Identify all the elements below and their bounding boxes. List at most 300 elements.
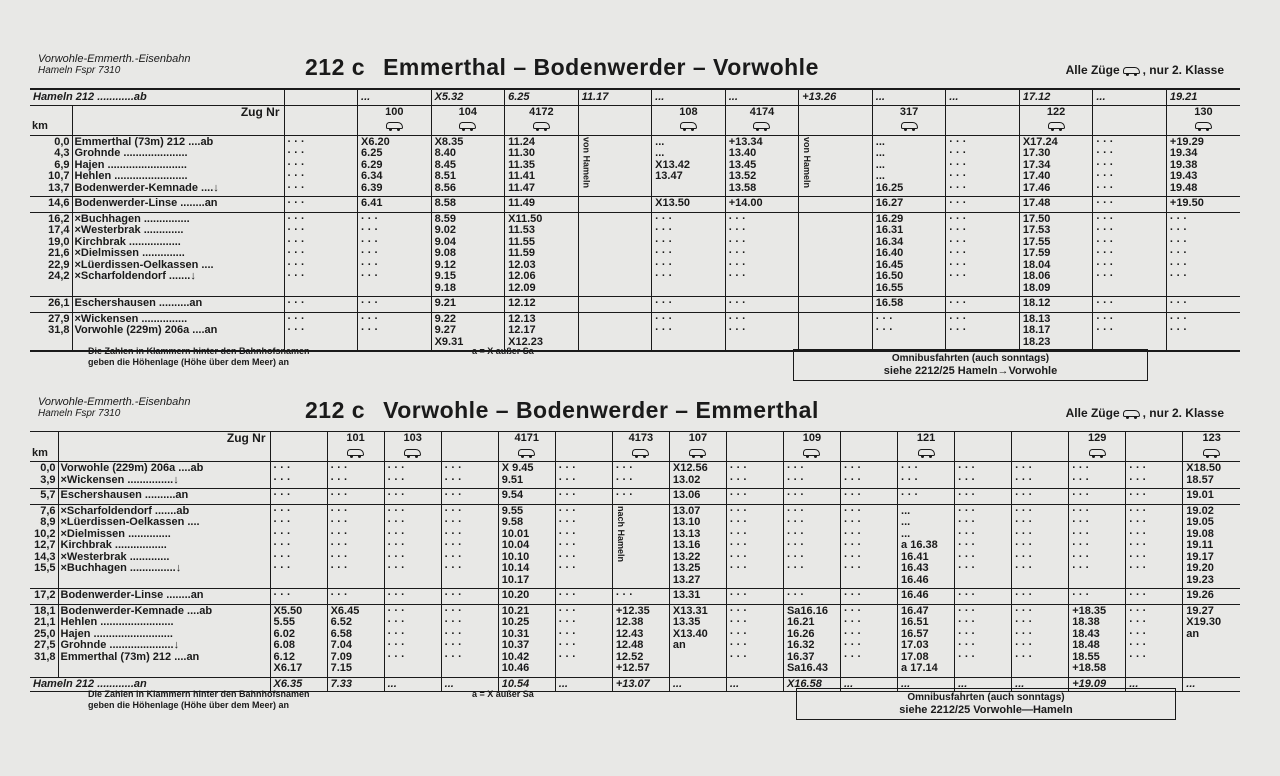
cell-line: · · ·	[1096, 158, 1114, 171]
train-number-text: 129	[1088, 432, 1107, 444]
cell-line: · · ·	[1015, 462, 1033, 474]
feeder-time: ...	[652, 89, 726, 105]
train-number-text: 121	[916, 432, 936, 444]
cell-line: · · ·	[949, 158, 967, 171]
feeder-time: 7.33	[327, 677, 384, 692]
cell-line	[582, 314, 652, 326]
cell-line: 7.15	[330, 662, 352, 674]
cell-line: 17,4	[48, 224, 70, 236]
cell-line: ...	[875, 135, 885, 148]
cell-line: · · ·	[1072, 462, 1090, 474]
time-cell	[841, 589, 898, 605]
cell-line: 10.17	[501, 573, 530, 586]
cell-line: · · ·	[1096, 147, 1114, 159]
cell-line: · · ·	[1015, 473, 1033, 486]
cell-line: · · ·	[728, 312, 746, 325]
cell-line: X12.23	[508, 335, 543, 348]
cell-line: ...	[655, 147, 665, 159]
cell-line: · · ·	[958, 650, 976, 663]
feeder-time: +13.07	[612, 677, 669, 692]
time-cell	[726, 462, 783, 489]
bus-icon	[404, 449, 421, 456]
timetable-header	[30, 54, 1240, 88]
train-number-text: 103	[403, 432, 422, 444]
cell-line: 16.55	[875, 281, 904, 294]
time-cell	[652, 312, 726, 351]
time-cell	[799, 212, 873, 297]
cell-line: 16.27	[875, 197, 904, 209]
time-cell	[1166, 135, 1240, 197]
time-cell	[1183, 489, 1240, 505]
time-cell	[946, 312, 1020, 351]
cell-line: · · ·	[361, 212, 379, 225]
feeder-time: 19.21	[1166, 89, 1240, 105]
cell-line: +18.35	[1072, 604, 1107, 617]
km-column	[30, 135, 72, 197]
km-column	[30, 312, 72, 351]
train-number	[358, 105, 432, 135]
station-block	[30, 297, 1240, 313]
cell-line: · · ·	[387, 550, 405, 563]
feeder-time: 10.54	[498, 677, 555, 692]
cell-line: an	[672, 639, 686, 651]
time-cell	[498, 489, 555, 505]
cell-line: Emmerthal (73m) 212 ....an	[60, 650, 200, 663]
cell-line: 13.35	[672, 616, 701, 628]
cell-line: · · ·	[558, 550, 576, 563]
time-cell	[555, 489, 612, 505]
cell-line: · · ·	[361, 235, 379, 248]
cell-line: 16.26	[786, 627, 815, 640]
cell-line: · · ·	[1096, 181, 1114, 194]
cell-line: 11.24	[508, 135, 536, 148]
cell-line: · · ·	[949, 270, 967, 282]
cell-line: · · ·	[655, 224, 673, 236]
bus-icon	[533, 122, 550, 129]
cell-line: X13.31	[672, 604, 708, 617]
train-number-text: 4173	[628, 432, 654, 444]
cell-line: · · ·	[287, 270, 305, 282]
cell-line: · · ·	[287, 147, 305, 159]
time-cell	[270, 462, 327, 489]
cell-line: +13.34	[728, 135, 763, 148]
feeder-time: ...	[1012, 677, 1069, 692]
cell-line: · · ·	[875, 312, 893, 325]
time-cell	[1183, 589, 1240, 605]
feeder-time: ...	[384, 677, 441, 692]
cell-line: · · ·	[729, 616, 748, 628]
cell-line: · · ·	[786, 516, 805, 528]
cell-line: · · ·	[387, 589, 405, 601]
cell-line: +18.58	[1072, 662, 1107, 674]
cell-line: · · ·	[655, 247, 673, 259]
cell-line: · · ·	[1129, 473, 1147, 486]
train-number	[725, 105, 799, 135]
cell-line: · · ·	[949, 135, 967, 148]
cell-line: +12.57	[615, 662, 650, 674]
cell-line: 6.34	[361, 170, 383, 182]
cell-line: 16.51	[901, 616, 929, 628]
cell-line: · · ·	[444, 527, 462, 540]
cell-line: · · ·	[558, 527, 576, 540]
cell-line: 19.17	[1186, 550, 1214, 563]
class-note-post: , nur 2. Klasse	[1142, 406, 1224, 420]
cell-line: 21,1	[34, 616, 56, 628]
station-column	[58, 604, 270, 677]
cell-line: ×Scharfoldendorf .......↓	[74, 270, 196, 282]
km-column	[30, 504, 58, 589]
cell-line: · · ·	[729, 527, 748, 540]
cell-line: 18.06	[1022, 270, 1051, 282]
cell-line: X8.35	[434, 135, 464, 148]
cell-line: 13.07	[672, 504, 701, 517]
cell-line: 9.27	[434, 324, 456, 336]
feeder-time: ...	[946, 89, 1020, 105]
cell-line: 17,2	[34, 589, 56, 601]
time-cell	[327, 604, 384, 677]
feeder-time: ...	[841, 677, 898, 692]
cell-line: X19.30	[1186, 616, 1222, 628]
railway-phone: Hameln Fspr 7310	[38, 65, 121, 76]
cell-line: 13.13	[672, 527, 701, 540]
station-block	[30, 197, 1240, 213]
cell-line: · · ·	[1129, 562, 1147, 574]
cell-line: · · ·	[901, 489, 919, 501]
cell-line: 9.08	[434, 247, 456, 259]
cell-line: · · ·	[1129, 462, 1147, 474]
cell-line: · · ·	[844, 650, 862, 663]
time-cell	[358, 197, 432, 213]
cell-line: · · ·	[949, 235, 967, 248]
cell-line: ×Buchhagen ...............	[74, 212, 190, 225]
cell-line: · · ·	[1129, 604, 1147, 617]
cell-line: · · ·	[786, 527, 805, 540]
cell-line: · · ·	[655, 270, 673, 282]
cell-line: · · ·	[444, 604, 462, 617]
cell-line: · · ·	[958, 527, 976, 540]
feeder-time: ...	[555, 677, 612, 692]
cell-line: · · ·	[655, 258, 673, 271]
feeder-time: ...	[441, 677, 498, 692]
time-cell	[1069, 604, 1126, 677]
cell-line: +19.50	[1169, 197, 1204, 209]
cell-line: 6,9	[54, 158, 70, 171]
km-column	[30, 489, 58, 505]
cell-line: X13.42	[655, 158, 691, 171]
time-cell	[327, 489, 384, 505]
cell-line: · · ·	[786, 539, 805, 551]
cell-line: 0,0	[40, 462, 56, 474]
cell-line	[655, 183, 725, 195]
cell-line: 11.35	[508, 158, 536, 171]
cell-line: 9.54	[501, 489, 524, 501]
time-cell	[431, 212, 505, 297]
cell-line: 12.09	[508, 281, 536, 294]
time-cell	[578, 135, 652, 197]
timetable-bottom	[30, 396, 1240, 716]
time-cell	[1183, 504, 1240, 589]
train-number	[1019, 105, 1093, 135]
via-note: von Hameln	[581, 136, 592, 188]
cell-line: 13.52	[728, 170, 757, 182]
time-cell	[358, 212, 432, 297]
cell-line: · · ·	[558, 516, 576, 528]
cell-line: +12.35	[615, 604, 650, 617]
cell-line: · · ·	[949, 147, 967, 159]
cell-line: · · ·	[330, 539, 348, 551]
cell-line: · · ·	[330, 516, 348, 528]
time-cell	[1166, 312, 1240, 351]
cell-line: · · ·	[387, 527, 405, 540]
cell-line: · · ·	[287, 170, 305, 182]
altitude-note	[88, 689, 310, 711]
timetable-header	[30, 397, 1240, 431]
time-cell	[441, 504, 498, 589]
station-column	[58, 504, 270, 589]
cell-line: · · ·	[728, 258, 746, 271]
time-cell	[358, 135, 432, 197]
cell-line: X13.50	[655, 197, 691, 209]
cell-line: ×Dielmissen ..............	[60, 527, 171, 540]
time-cell	[1019, 212, 1093, 297]
railway-title: Vorwohle-Emmerth.-Eisenbahn	[38, 53, 191, 65]
cell-line: 11.30	[508, 147, 536, 159]
time-cell	[284, 297, 358, 313]
via-note: von Hameln	[802, 136, 813, 188]
cell-line: 18.23	[1022, 335, 1051, 348]
time-cell	[799, 197, 873, 213]
bus-info-box	[793, 349, 1148, 381]
cell-line: · · ·	[615, 473, 633, 486]
cell-line: · · ·	[444, 462, 462, 474]
cell-line: · · ·	[844, 627, 862, 640]
cell-line: · · ·	[615, 489, 633, 501]
train-number-text: 108	[679, 105, 698, 118]
cell-line: · · ·	[1072, 489, 1090, 501]
time-cell	[946, 297, 1020, 313]
time-cell	[1012, 504, 1069, 589]
cell-line: · · ·	[1169, 312, 1187, 325]
cell-line: · · ·	[958, 550, 976, 563]
station-block	[30, 489, 1240, 505]
bus-icon	[680, 122, 697, 129]
note-line: geben die Höhenlage (Höhe über dem Meer) an	[88, 357, 290, 367]
station-block	[30, 212, 1240, 297]
class-note	[1066, 406, 1224, 420]
cell-line: · · ·	[387, 639, 405, 651]
time-cell	[327, 589, 384, 605]
cell-line: 10,7	[48, 170, 70, 182]
time-cell	[783, 604, 840, 677]
cell-line: · · ·	[729, 589, 748, 601]
cell-line	[582, 214, 652, 226]
cell-line: 17.34	[1022, 158, 1051, 171]
cell-line: · · ·	[1015, 527, 1033, 540]
train-number	[652, 105, 726, 135]
cell-line: · · ·	[949, 224, 967, 236]
bus-icon	[1195, 122, 1212, 129]
cell-line: · · ·	[728, 270, 746, 282]
railway-name	[38, 397, 190, 419]
cell-line: Eschershausen ..........an	[74, 297, 203, 309]
cell-line: · · ·	[958, 516, 976, 528]
cell-line: · · ·	[1129, 589, 1147, 601]
altitude-note	[88, 346, 310, 368]
time-cell	[946, 212, 1020, 297]
cell-line: 12.52	[615, 650, 644, 663]
time-cell	[578, 212, 652, 297]
cell-line: a 17.14	[901, 662, 938, 674]
km-header: km	[30, 105, 72, 135]
timetable-top	[30, 53, 1240, 377]
cell-line: 26,1	[48, 297, 70, 309]
train-number-text: 101	[346, 432, 365, 444]
cell-line: 19.34	[1169, 147, 1198, 159]
bus-icon	[1123, 67, 1140, 74]
cell-line: 16.21	[786, 616, 815, 628]
time-cell	[872, 135, 946, 197]
cell-line: 19.11	[1186, 539, 1214, 551]
train-number-row	[30, 432, 1240, 462]
time-cell	[898, 604, 955, 677]
cell-line: · · ·	[387, 462, 405, 474]
cell-line: · · ·	[1169, 297, 1187, 309]
cell-line: · · ·	[1015, 550, 1033, 563]
cell-line: · · ·	[1015, 616, 1033, 628]
station-column	[58, 489, 270, 505]
timetable-number: 212 c	[305, 397, 366, 423]
cell-line: · · ·	[387, 650, 405, 663]
cell-line: X13.40	[672, 627, 708, 640]
cell-line	[802, 214, 872, 226]
cell-line: 19.38	[1169, 158, 1198, 171]
cell-line: 10.25	[501, 616, 530, 628]
cell-line: 9.02	[434, 224, 456, 236]
time-cell	[725, 297, 799, 313]
cell-line: Eschershausen ..........an	[60, 489, 189, 501]
cell-line: · · ·	[273, 550, 291, 563]
cell-line: · · ·	[1072, 527, 1090, 540]
train-number	[898, 432, 955, 462]
cell-line: 12.17	[508, 324, 536, 336]
km-column	[30, 462, 58, 489]
railway-title: Vorwohle-Emmerth.-Eisenbahn	[38, 396, 191, 408]
cell-line: · · ·	[558, 616, 576, 628]
cell-line: · · ·	[728, 247, 746, 259]
cell-line: 8.45	[434, 158, 456, 171]
cell-line: · · ·	[1015, 504, 1033, 517]
cell-line: 18.04	[1022, 258, 1051, 271]
cell-line: · · ·	[287, 181, 305, 194]
time-cell	[505, 197, 579, 213]
cell-line: · · ·	[729, 473, 748, 486]
cell-line: 10,2	[34, 527, 56, 540]
cell-line: · · ·	[1096, 270, 1114, 282]
timetable-grid	[30, 88, 1240, 352]
cell-line: · · ·	[728, 212, 746, 225]
cell-line: 11.55	[508, 235, 536, 248]
cell-line: ...	[901, 527, 911, 540]
cell-line: Hehlen ........................	[74, 170, 188, 182]
bus-info-box	[796, 688, 1176, 720]
cell-line: X6.45	[330, 604, 360, 617]
time-cell	[1166, 197, 1240, 213]
train-number-row	[30, 105, 1240, 135]
cell-line: ×Wickensen ...............	[74, 312, 188, 325]
cell-line: · · ·	[558, 650, 576, 663]
cell-line: 9.22	[434, 312, 456, 325]
route-title	[305, 397, 819, 424]
feeder-time: ...	[358, 89, 432, 105]
cell-line: · · ·	[287, 158, 305, 171]
cell-line: · · ·	[330, 550, 348, 563]
cell-line: 4,3	[54, 147, 70, 159]
railway-name	[38, 54, 190, 76]
cell-line: · · ·	[387, 473, 405, 486]
note-line: Die Zahlen in Klammern hinter den Bahnhofsnamen	[88, 689, 310, 699]
cell-line: 17.03	[901, 639, 929, 651]
cell-line: 11.41	[508, 170, 536, 182]
cell-line: 10.31	[501, 627, 530, 640]
cell-line: · · ·	[558, 604, 576, 617]
cell-line	[673, 652, 726, 664]
cell-line: 10.04	[501, 539, 530, 551]
cell-line: 13.22	[672, 550, 701, 563]
cell-line: · · ·	[844, 550, 862, 563]
cell-line: · · ·	[330, 462, 348, 474]
time-cell	[1126, 589, 1183, 605]
cell-line: · · ·	[844, 516, 862, 528]
bus-icon	[632, 449, 649, 456]
cell-line: 18.12	[1022, 297, 1051, 309]
cell-line: · · ·	[949, 324, 967, 336]
time-cell	[498, 504, 555, 589]
cell-line: · · ·	[287, 135, 305, 148]
cell-line: · · ·	[949, 312, 967, 325]
cell-line: · · ·	[273, 473, 291, 486]
time-cell	[1093, 212, 1167, 297]
cell-line: 16.40	[875, 247, 904, 259]
km-column	[30, 197, 72, 213]
time-cell	[505, 212, 579, 297]
feeder-time	[284, 89, 358, 105]
cell-line: 12.13	[508, 312, 536, 325]
feeder-time: ...	[1126, 677, 1183, 692]
bus-icon	[1089, 449, 1106, 456]
station-block	[30, 135, 1240, 197]
train-number	[431, 105, 505, 135]
bus-info-line1: Omnibusfahrten (auch sonntags)	[891, 353, 1050, 364]
cell-line: 10.14	[501, 562, 530, 574]
cell-line: ...	[901, 516, 911, 528]
cell-line: · · ·	[901, 462, 919, 474]
cell-line: · · ·	[729, 604, 748, 617]
cell-line: · · ·	[330, 473, 348, 486]
feeder-row	[30, 89, 1240, 105]
cell-line: ...	[875, 170, 885, 182]
cell-line: 17.46	[1022, 181, 1051, 194]
cell-line: · · ·	[729, 539, 748, 551]
cell-line: · · ·	[1072, 550, 1090, 563]
bus-icon	[803, 449, 820, 456]
time-cell	[578, 312, 652, 351]
time-cell	[726, 604, 783, 677]
train-number-text: 4172	[529, 105, 554, 118]
time-cell	[441, 604, 498, 677]
time-cell	[669, 462, 726, 489]
cell-line: · · ·	[387, 516, 405, 528]
cell-line: Kirchbrak .................	[60, 539, 167, 551]
